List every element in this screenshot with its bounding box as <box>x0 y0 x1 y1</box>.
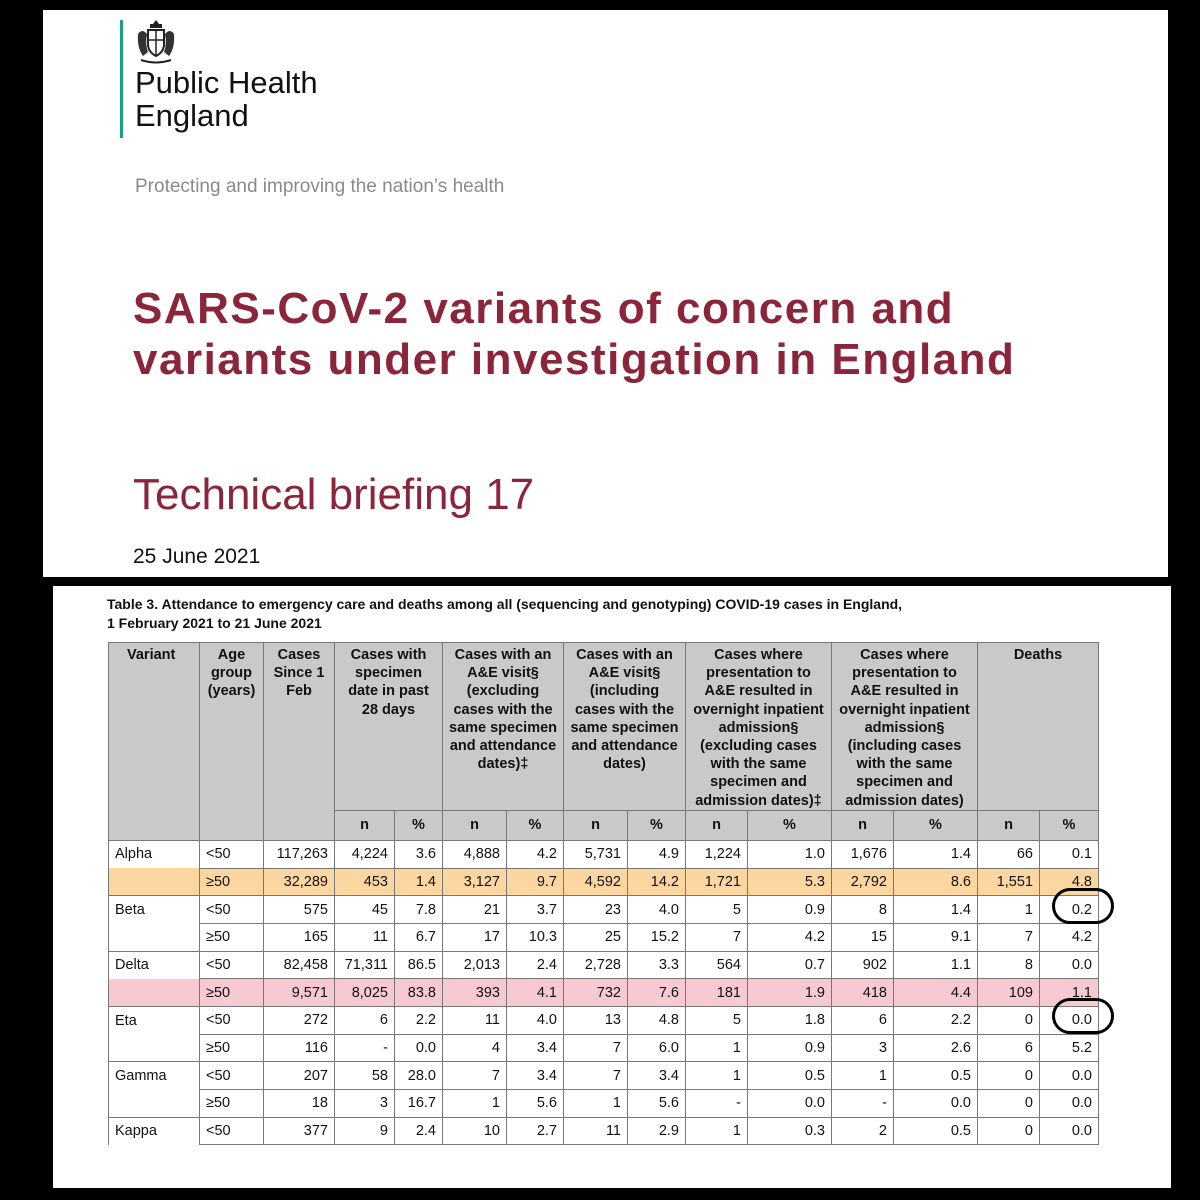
value-cell: 66 <box>978 840 1040 868</box>
sub-header-n: n <box>564 810 628 840</box>
value-cell: 165 <box>264 923 335 951</box>
value-cell: 2,728 <box>564 951 628 979</box>
value-cell: 4.8 <box>1040 868 1099 896</box>
value-cell: 2.6 <box>894 1034 978 1062</box>
value-cell: 9.1 <box>894 923 978 951</box>
value-cell: 4.4 <box>894 979 978 1007</box>
header-age-group: Age group (years) <box>200 643 264 841</box>
value-cell: 11 <box>443 1006 507 1034</box>
value-cell: 1.4 <box>894 896 978 924</box>
value-cell: 4.1 <box>507 979 564 1007</box>
age-group-cell: <50 <box>200 1117 264 1145</box>
table-panel <box>53 586 1171 1188</box>
value-cell: 3.4 <box>507 1034 564 1062</box>
value-cell: 4.0 <box>628 896 686 924</box>
sub-header-n: n <box>686 810 748 840</box>
header-ae-visit-excluding: Cases with an A&E visit§ (excluding cases with the same specimen and attendance dates)‡ <box>443 643 564 811</box>
age-group-cell: ≥50 <box>200 1090 264 1118</box>
value-cell: 0.0 <box>1040 1117 1099 1145</box>
value-cell: - <box>686 1090 748 1118</box>
value-cell: 4,592 <box>564 868 628 896</box>
value-cell: 1 <box>832 1062 894 1090</box>
org-line-1: Public Health <box>135 65 318 100</box>
value-cell: 4,224 <box>335 840 395 868</box>
value-cell: 377 <box>264 1117 335 1145</box>
value-cell: 0 <box>978 1090 1040 1118</box>
age-group-cell: <50 <box>200 951 264 979</box>
caption-line-1: Table 3. Attendance to emergency care and deaths among all (sequencing and genotyping) COVID-19 cases in England, <box>107 596 903 612</box>
value-cell: 1 <box>686 1117 748 1145</box>
value-cell: 2.9 <box>628 1117 686 1145</box>
value-cell: 0.0 <box>894 1090 978 1118</box>
value-cell: 2,792 <box>832 868 894 896</box>
value-cell: 564 <box>686 951 748 979</box>
value-cell: 2.4 <box>507 951 564 979</box>
value-cell: 0.1 <box>1040 840 1099 868</box>
value-cell: 2.4 <box>395 1117 443 1145</box>
value-cell: 0.0 <box>748 1090 832 1118</box>
value-cell: 0.0 <box>1040 1006 1099 1034</box>
value-cell: 1,551 <box>978 868 1040 896</box>
value-cell: 17 <box>443 923 507 951</box>
value-cell: 1,224 <box>686 840 748 868</box>
value-cell: 4.2 <box>1040 923 1099 951</box>
sub-header-pct: % <box>395 810 443 840</box>
value-cell: 0.7 <box>748 951 832 979</box>
value-cell: 4.8 <box>628 1006 686 1034</box>
value-cell: 453 <box>335 868 395 896</box>
value-cell: 82,458 <box>264 951 335 979</box>
header-cases-since-feb: Cases Since 1 Feb <box>264 643 335 841</box>
value-cell: 7 <box>443 1062 507 1090</box>
sub-header-pct: % <box>748 810 832 840</box>
table-row <box>109 1034 1099 1062</box>
value-cell: 2 <box>832 1117 894 1145</box>
attendance-deaths-table <box>108 642 1099 1145</box>
value-cell: 4.2 <box>748 923 832 951</box>
value-cell: 3.4 <box>628 1062 686 1090</box>
value-cell: 0.5 <box>894 1062 978 1090</box>
value-cell: 15 <box>832 923 894 951</box>
value-cell: 0.3 <box>748 1117 832 1145</box>
highlight-ring-alpha-deaths <box>1052 888 1114 924</box>
value-cell: 1 <box>978 896 1040 924</box>
value-cell: 18 <box>264 1090 335 1118</box>
value-cell: 7.8 <box>395 896 443 924</box>
variant-cell <box>109 1090 200 1118</box>
value-cell: 5.2 <box>1040 1034 1099 1062</box>
header-admission-including: Cases where presentation to A&E resulted in overnight inpatient admission§ (including cases with the same specimen and admission dates) <box>832 643 978 811</box>
value-cell: 902 <box>832 951 894 979</box>
age-group-cell: <50 <box>200 840 264 868</box>
value-cell: 5.3 <box>748 868 832 896</box>
value-cell: 14.2 <box>628 868 686 896</box>
org-line-2: England <box>135 98 249 133</box>
value-cell: 0 <box>978 1062 1040 1090</box>
value-cell: 9,571 <box>264 979 335 1007</box>
value-cell: 1.0 <box>748 840 832 868</box>
value-cell: 0 <box>978 1117 1040 1145</box>
value-cell: 0.5 <box>894 1117 978 1145</box>
header-cases-past-28-days: Cases with specimen date in past 28 days <box>335 643 443 811</box>
tagline: Protecting and improving the nation’s health <box>135 176 505 197</box>
value-cell: 2.7 <box>507 1117 564 1145</box>
value-cell: 1 <box>443 1090 507 1118</box>
value-cell: 1.1 <box>894 951 978 979</box>
value-cell: 0.2 <box>1040 896 1099 924</box>
value-cell: 15.2 <box>628 923 686 951</box>
value-cell: 11 <box>335 923 395 951</box>
value-cell: 32,289 <box>264 868 335 896</box>
value-cell: 732 <box>564 979 628 1007</box>
organisation-name <box>135 66 318 132</box>
value-cell: 3 <box>335 1090 395 1118</box>
value-cell: 86.5 <box>395 951 443 979</box>
value-cell: - <box>335 1034 395 1062</box>
table-row <box>109 951 1099 979</box>
value-cell: 4.9 <box>628 840 686 868</box>
value-cell: 13 <box>564 1006 628 1034</box>
table-row <box>109 1117 1099 1145</box>
sub-header-n: n <box>978 810 1040 840</box>
value-cell: 1.1 <box>1040 979 1099 1007</box>
table-row <box>109 896 1099 924</box>
value-cell: 272 <box>264 1006 335 1034</box>
value-cell: 7 <box>564 1062 628 1090</box>
value-cell: 0.0 <box>1040 1062 1099 1090</box>
value-cell: 1.4 <box>395 868 443 896</box>
variant-cell <box>109 979 200 1007</box>
table-row <box>109 923 1099 951</box>
value-cell: 0.0 <box>1040 1090 1099 1118</box>
sub-header-n: n <box>443 810 507 840</box>
age-group-cell: ≥50 <box>200 923 264 951</box>
age-group-cell: ≥50 <box>200 979 264 1007</box>
age-group-cell: ≥50 <box>200 1034 264 1062</box>
header-deaths: Deaths <box>978 643 1099 811</box>
value-cell: 4.0 <box>507 1006 564 1034</box>
highlight-ring-delta-deaths <box>1052 998 1114 1034</box>
variant-cell: Eta <box>109 1006 200 1034</box>
value-cell: 5 <box>686 896 748 924</box>
value-cell: 5.6 <box>507 1090 564 1118</box>
value-cell: 45 <box>335 896 395 924</box>
value-cell: 8,025 <box>335 979 395 1007</box>
value-cell: 5.6 <box>628 1090 686 1118</box>
value-cell: 58 <box>335 1062 395 1090</box>
value-cell: 3.3 <box>628 951 686 979</box>
variant-cell: Gamma <box>109 1062 200 1090</box>
value-cell: 0.0 <box>395 1034 443 1062</box>
value-cell: 0.5 <box>748 1062 832 1090</box>
value-cell: 3.7 <box>507 896 564 924</box>
value-cell: 0.9 <box>748 896 832 924</box>
age-group-cell: <50 <box>200 896 264 924</box>
value-cell: 4,888 <box>443 840 507 868</box>
value-cell: 207 <box>264 1062 335 1090</box>
value-cell: 9.7 <box>507 868 564 896</box>
age-group-cell: <50 <box>200 1062 264 1090</box>
variant-cell <box>109 923 200 951</box>
value-cell: 2,013 <box>443 951 507 979</box>
table-row <box>109 1006 1099 1034</box>
value-cell: 1.4 <box>894 840 978 868</box>
cover-page <box>43 10 1168 577</box>
value-cell: 5 <box>686 1006 748 1034</box>
value-cell: 3,127 <box>443 868 507 896</box>
value-cell: 6 <box>335 1006 395 1034</box>
value-cell: 6 <box>978 1034 1040 1062</box>
table-row <box>109 979 1099 1007</box>
value-cell: 393 <box>443 979 507 1007</box>
header-variant: Variant <box>109 643 200 841</box>
value-cell: 7 <box>564 1034 628 1062</box>
sub-header-pct: % <box>894 810 978 840</box>
value-cell: 6 <box>832 1006 894 1034</box>
value-cell: 8 <box>978 951 1040 979</box>
sub-header-pct: % <box>507 810 564 840</box>
table-row <box>109 1090 1099 1118</box>
value-cell: 117,263 <box>264 840 335 868</box>
document-title: SARS-CoV-2 variants of concern and variants under investigation in England <box>133 284 1016 384</box>
value-cell: 1 <box>686 1034 748 1062</box>
value-cell: 3 <box>832 1034 894 1062</box>
variant-cell: Delta <box>109 951 200 979</box>
variant-cell: Alpha <box>109 840 200 868</box>
value-cell: 9 <box>335 1117 395 1145</box>
sub-header-n: n <box>832 810 894 840</box>
value-cell: 1,721 <box>686 868 748 896</box>
value-cell: 2.2 <box>894 1006 978 1034</box>
value-cell: 10.3 <box>507 923 564 951</box>
table-row <box>109 840 1099 868</box>
value-cell: 0.9 <box>748 1034 832 1062</box>
value-cell: 1.8 <box>748 1006 832 1034</box>
value-cell: 25 <box>564 923 628 951</box>
value-cell: - <box>832 1090 894 1118</box>
value-cell: 1.9 <box>748 979 832 1007</box>
header-row <box>109 643 1099 811</box>
value-cell: 8.6 <box>894 868 978 896</box>
value-cell: 28.0 <box>395 1062 443 1090</box>
sub-header-pct: % <box>628 810 686 840</box>
age-group-cell: <50 <box>200 1006 264 1034</box>
value-cell: 3.4 <box>507 1062 564 1090</box>
table-caption <box>107 595 1107 633</box>
value-cell: 6.7 <box>395 923 443 951</box>
variant-cell: Kappa <box>109 1117 200 1145</box>
value-cell: 575 <box>264 896 335 924</box>
value-cell: 116 <box>264 1034 335 1062</box>
value-cell: 7 <box>978 923 1040 951</box>
sub-header-n: n <box>335 810 395 840</box>
age-group-cell: ≥50 <box>200 868 264 896</box>
value-cell: 8 <box>832 896 894 924</box>
value-cell: 0.0 <box>1040 951 1099 979</box>
value-cell: 6.0 <box>628 1034 686 1062</box>
caption-line-2: 1 February 2021 to 21 June 2021 <box>107 615 322 631</box>
value-cell: 21 <box>443 896 507 924</box>
publication-date: 25 June 2021 <box>133 545 261 568</box>
variant-cell: Beta <box>109 896 200 924</box>
value-cell: 181 <box>686 979 748 1007</box>
brand-accent-line <box>120 20 123 138</box>
variant-cell <box>109 1034 200 1062</box>
value-cell: 1,676 <box>832 840 894 868</box>
table-row <box>109 868 1099 896</box>
value-cell: 0 <box>978 1006 1040 1034</box>
header-ae-visit-including: Cases with an A&E visit§ (including cases with the same specimen and attendance dates) <box>564 643 686 811</box>
value-cell: 1 <box>564 1090 628 1118</box>
header-admission-excluding: Cases where presentation to A&E resulted in overnight inpatient admission§ (excluding cases with the same specimen and admission dates)‡ <box>686 643 832 811</box>
value-cell: 4 <box>443 1034 507 1062</box>
value-cell: 10 <box>443 1117 507 1145</box>
value-cell: 71,311 <box>335 951 395 979</box>
value-cell: 1 <box>686 1062 748 1090</box>
value-cell: 83.8 <box>395 979 443 1007</box>
royal-crest-icon <box>135 18 177 64</box>
value-cell: 16.7 <box>395 1090 443 1118</box>
table-body <box>109 840 1099 1145</box>
value-cell: 418 <box>832 979 894 1007</box>
value-cell: 109 <box>978 979 1040 1007</box>
value-cell: 7.6 <box>628 979 686 1007</box>
variant-cell <box>109 868 200 896</box>
value-cell: 3.6 <box>395 840 443 868</box>
sub-header-pct: % <box>1040 810 1099 840</box>
value-cell: 4.2 <box>507 840 564 868</box>
value-cell: 11 <box>564 1117 628 1145</box>
value-cell: 7 <box>686 923 748 951</box>
value-cell: 23 <box>564 896 628 924</box>
document-subtitle: Technical briefing 17 <box>133 470 535 519</box>
table-row <box>109 1062 1099 1090</box>
value-cell: 5,731 <box>564 840 628 868</box>
value-cell: 2.2 <box>395 1006 443 1034</box>
